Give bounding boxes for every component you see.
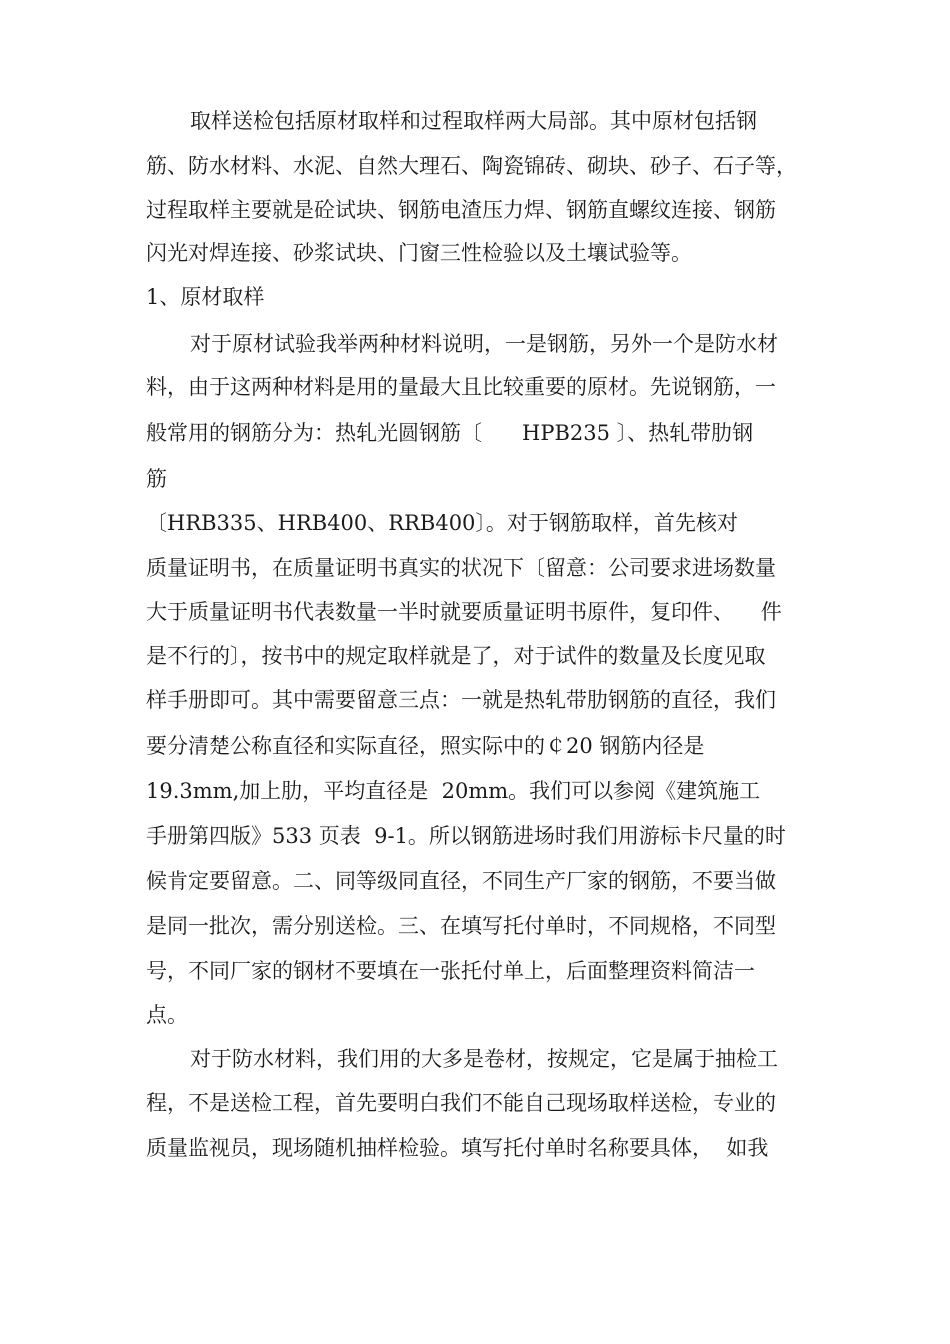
paragraph-line: 取样送检包括原材取样和过程取样两大局部。其中原材包括钢 bbox=[190, 109, 757, 133]
paragraph-line: 般常用的钢筋分为：热轧光圆钢筋〔 HPB235 〕、热轧带肋钢 bbox=[146, 421, 754, 445]
paragraph-line: 过程取样主要就是砼试块、钢筋电渣压力焊、钢筋直螺纹连接、钢筋 bbox=[146, 198, 776, 222]
paragraph-line: 〔HRB335、HRB400、RRB400〕。对于钢筋取样，首先核对 bbox=[146, 511, 738, 535]
section-heading: 1、原材取样 bbox=[146, 285, 265, 309]
paragraph-line: 对于原材试验我举两种材料说明，一是钢筋，另外一个是防水材 bbox=[190, 332, 778, 356]
paragraph-line: 闪光对焊连接、砂浆试块、门窗三性检验以及土壤试验等。 bbox=[146, 241, 692, 265]
paragraph-line: 要分清楚公称直径和实际直径，照实际中的￠20 钢筋内径是 bbox=[146, 734, 705, 758]
paragraph-line: 手册第四版》533 页表 9-1。所以钢筋进场时我们用游标卡尺量的时 bbox=[146, 824, 786, 848]
paragraph-line: 是同一批次，需分别送检。三、在填写托付单时，不同规格，不同型 bbox=[146, 914, 776, 938]
paragraph-line: 程，不是送检工程，首先要明白我们不能自己现场取样送检，专业的 bbox=[146, 1091, 776, 1115]
paragraph-line: 质量监视员，现场随机抽样检验。填写托付单时名称要具体， 如我 bbox=[146, 1136, 769, 1160]
paragraph-line: 大于质量证明书代表数量一半时就要质量证明书原件，复印件、 件 bbox=[146, 600, 782, 624]
paragraph-line: 是不行的〕，按书中的规定取样就是了，对于试件的数量及长度见取 bbox=[146, 644, 766, 668]
paragraph-line: 料，由于这两种材料是用的量最大且比较重要的原材。先说钢筋，一 bbox=[146, 375, 776, 399]
paragraph-line: 19.3mm,加上肋，平均直径是 20mm。我们可以参阅《建筑施工 bbox=[146, 779, 761, 803]
paragraph-line: 筋 bbox=[146, 467, 167, 491]
paragraph-line: 号，不同厂家的钢材不要填在一张托付单上，后面整理资料简洁一 bbox=[146, 959, 755, 983]
paragraph-line: 筋、防水材料、水泥、自然大理石、陶瓷锦砖、砌块、砂子、石子等， bbox=[146, 154, 797, 178]
paragraph-line: 点。 bbox=[146, 1003, 188, 1027]
paragraph-line: 质量证明书，在质量证明书真实的状况下〔留意：公司要求进场数量 bbox=[146, 556, 776, 580]
paragraph-line: 对于防水材料，我们用的大多是卷材，按规定，它是属于抽检工 bbox=[190, 1047, 778, 1071]
paragraph-line: 候肯定要留意。二、同等级同直径，不同生产厂家的钢筋，不要当做 bbox=[146, 869, 776, 893]
paragraph-line: 样手册即可。其中需要留意三点：一就是热轧带肋钢筋的直径，我们 bbox=[146, 688, 776, 712]
